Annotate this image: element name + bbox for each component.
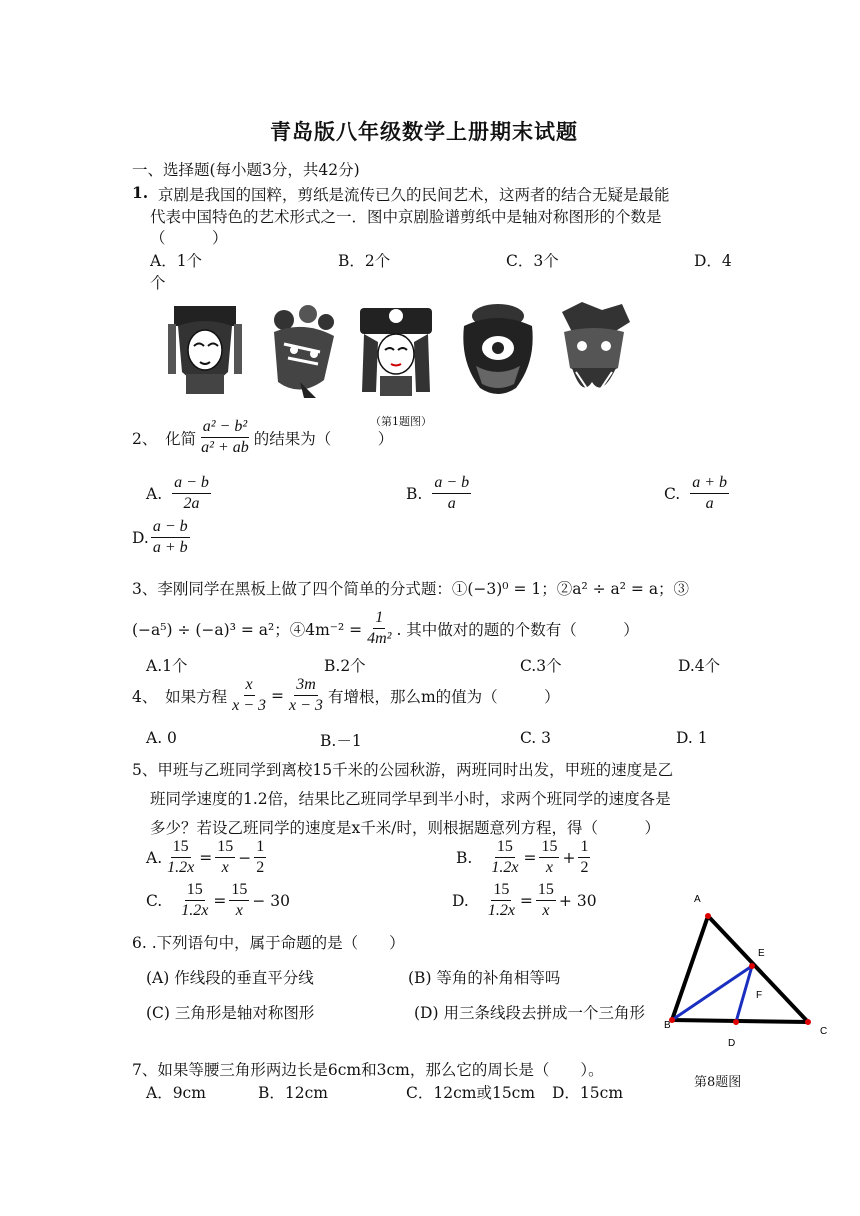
q4-eq: =	[271, 686, 285, 705]
q6-option-d: (D) 用三条线段去拼成一个三角形	[414, 1004, 645, 1022]
q6-option-b: (B) 等角的补角相等吗	[408, 969, 561, 987]
q7-option-c: C．12cm或15cm	[406, 1084, 536, 1102]
q4-f1-num: x	[244, 676, 255, 696]
q5-b-f1-den: 1.2x	[491, 859, 519, 877]
q6-stem: 6. .下列语句中，属于命题的是（ ）	[132, 934, 405, 952]
label-b: B	[664, 1020, 671, 1031]
q5-option-b: B. $\frac{15}{1.2x}$ = $\frac{15}{x}$ + $\frac{1}{2}$	[456, 838, 589, 877]
q1-option-a: A．1个	[150, 252, 203, 270]
label-c: C	[820, 1026, 828, 1037]
label-d: D	[728, 1038, 736, 1049]
q2-frac-den: a² + ab	[201, 439, 249, 457]
q2-option-c-den: a	[705, 495, 714, 513]
q4-f2-den: x − 3	[289, 697, 323, 715]
q1-line2: 代表中国特色的艺术形式之一．图中京剧脸谱剪纸中是轴对称图形的个数是	[150, 208, 662, 226]
q4-stem	[132, 676, 560, 716]
q3-line1: 3、李刚同学在黑板上做了四个简单的分式题：①(−3)⁰ = 1；②a² ÷ a² = a；③	[132, 580, 690, 598]
q2-option-c-num: a + b	[690, 474, 729, 494]
q5-option-d-label: D.	[452, 891, 469, 910]
q5-b-f1-num: 15	[495, 838, 515, 858]
q2-frac-num: a² − b²	[201, 418, 249, 438]
opera-mask-2	[274, 305, 334, 398]
q2-option-a-den: 2a	[183, 495, 200, 513]
q5-c-tail: − 30	[252, 891, 290, 910]
q2-tail: 的结果为（ ）	[253, 429, 394, 448]
triangle-figure	[660, 888, 840, 1060]
fig8-caption: 第8题图	[694, 1075, 742, 1090]
q2-option-a	[146, 474, 214, 514]
q3-line2	[132, 609, 639, 649]
q6-option-a: (A) 作线段的垂直平分线	[146, 969, 314, 987]
q5-line3: 多少？若设乙班同学的速度是x千米/时，则根据题意列方程，得（ ）	[150, 819, 660, 837]
q5-option-d: D. $\frac{15}{1.2x}$ = $\frac{15}{x}$ + 30	[452, 881, 597, 920]
q5-line2: 班同学速度的1.2倍，结果比乙班同学早到半小时，求两个班同学的速度各是	[150, 790, 671, 808]
q2-option-b	[406, 474, 474, 514]
opera-mask-4	[463, 304, 532, 394]
q5-a-f3-num: 1	[254, 838, 266, 858]
q4-f1-den: x − 3	[232, 697, 267, 715]
q5-b-f3-num: 1	[578, 838, 590, 858]
q3-frac-den: 4m²	[367, 630, 392, 648]
q5-a-op: −	[238, 848, 252, 867]
q5-b-f2-den: x	[545, 859, 553, 877]
opera-masks-figure	[160, 300, 640, 400]
q5-b-f3-den: 2	[580, 859, 589, 877]
q5-option-a: A. $\frac{15}{1.2x}$ = $\frac{15}{x}$ − $\frac{1}{2}$	[146, 838, 265, 877]
q5-a-f2-den: x	[221, 859, 229, 877]
q4-f2-num: 3m	[294, 676, 318, 696]
q1-option-d: D．4	[694, 252, 732, 270]
q4-option-b: B.－1	[320, 732, 362, 750]
point-d	[733, 1019, 739, 1025]
q5-option-a-label: A.	[146, 848, 163, 867]
q2-option-b-label: B.	[406, 484, 423, 503]
q1-option-wrap: 个	[150, 274, 166, 292]
q4-option-d: D. 1	[676, 729, 708, 747]
point-c	[805, 1019, 811, 1025]
q2-fraction	[199, 418, 251, 458]
q4-option-c: C. 3	[520, 729, 552, 747]
q1-option-c: C．3个	[506, 252, 559, 270]
q2-option-a-label: A.	[146, 484, 163, 503]
q5-option-c: C. $\frac{15}{1.2x}$ = $\frac{15}{x}$ − 30	[146, 881, 290, 920]
q2-lead: 2、 化简	[132, 429, 197, 448]
label-f: F	[756, 990, 763, 1001]
q5-d-f2-den: x	[542, 902, 550, 920]
q5-option-c-label: C.	[146, 891, 163, 910]
q2-option-a-num: a − b	[172, 474, 211, 494]
q5-a-f3-den: 2	[256, 859, 265, 877]
opera-mask-1	[168, 306, 242, 394]
q4-lead: 4、 如果方程	[132, 687, 228, 706]
q1-option-b: B．2个	[338, 252, 391, 270]
q3-frac-num: 1	[373, 609, 385, 629]
q5-c-f1-num: 15	[185, 881, 205, 901]
q2-option-b-den: a	[447, 495, 456, 513]
q3-line2a: (−a⁵) ÷ (−a)³ = a²；④4m⁻² =	[132, 620, 363, 639]
q2-option-d-label: D.	[132, 528, 149, 547]
q7-option-a: A．9cm	[146, 1084, 206, 1102]
q3-option-c: C.3个	[520, 657, 562, 675]
q1-line1: 京剧是我国的国粹，剪纸是流传已久的民间艺术，这两者的结合无疑是最能	[158, 186, 670, 204]
opera-mask-5	[562, 302, 630, 390]
q1-figure-caption: （第1题图）	[370, 415, 432, 428]
q5-a-f1-den: 1.2x	[167, 859, 195, 877]
q2-option-c-label: C.	[664, 484, 681, 503]
q5-b-f2-num: 15	[539, 838, 559, 858]
q4-option-a: A. 0	[146, 729, 177, 747]
q2-option-d-num: a − b	[151, 518, 190, 538]
q5-b-op: +	[562, 848, 576, 867]
q5-c-f1-den: 1.2x	[181, 902, 209, 920]
point-e	[749, 963, 755, 969]
q5-d-tail: + 30	[558, 891, 597, 910]
q5-line1: 5、甲班与乙班同学到离校15千米的公园秋游，两班同时出发，甲班的速度是乙	[132, 761, 674, 779]
q2-option-c	[664, 474, 732, 514]
opera-mask-3	[360, 308, 432, 396]
q6-option-c: (C) 三角形是轴对称图形	[146, 1004, 315, 1022]
q5-c-f2-num: 15	[229, 881, 249, 901]
q7-option-b: B．12cm	[258, 1084, 328, 1102]
q5-option-b-label: B.	[456, 848, 473, 867]
q3-option-a: A.1个	[146, 657, 188, 675]
q2-option-b-num: a − b	[432, 474, 471, 494]
page-title: 青岛版八年级数学上册期末试题	[270, 119, 578, 144]
q5-d-f1-num: 15	[491, 881, 511, 901]
q5-d-f2-num: 15	[536, 881, 556, 901]
q3-line2b: . 其中做对的题的个数有（ ）	[396, 620, 639, 639]
q1-paren: （ ）	[150, 229, 228, 247]
q3-option-d: D.4个	[678, 657, 721, 675]
q2-option-d	[132, 518, 193, 558]
q3-option-b: B.2个	[324, 657, 366, 675]
q5-a-f2-num: 15	[215, 838, 235, 858]
q7-option-d: D．15cm	[552, 1084, 624, 1102]
point-a	[705, 913, 711, 919]
q5-c-f2-den: x	[235, 902, 243, 920]
q2-option-d-den: a + b	[152, 539, 188, 557]
q5-a-f1-num: 15	[171, 838, 191, 858]
q4-tail: 有增根，那么m的值为（ ）	[327, 687, 560, 706]
q5-d-f1-den: 1.2x	[487, 902, 515, 920]
q2-stem	[132, 418, 393, 458]
label-a: A	[694, 894, 701, 905]
section-heading: 一、选择题(每小题3分，共42分)	[132, 161, 360, 179]
q7-stem: 7、如果等腰三角形两边长是6cm和3cm，那么它的周长是（ ）。	[132, 1061, 604, 1079]
label-e: E	[758, 948, 765, 959]
q1-number: 1.	[132, 183, 149, 202]
